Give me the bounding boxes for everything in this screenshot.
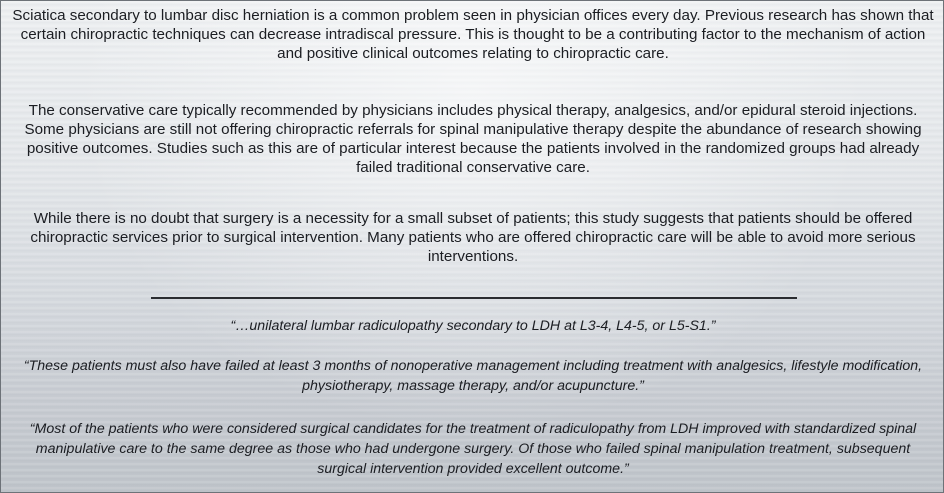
divider-line — [151, 297, 797, 299]
quote-outcome: “Most of the patients who were considered surgical candidates for the treatment of radiculopathy from LDH improved with standardized spinal manipulative care to the same degree as those who had undergone surgery. Of those who failed spinal manipulation treatment, subsequent surgical intervention provided excellent outcome.” — [29, 421, 917, 477]
body-paragraph-sciatica: Sciatica secondary to lumbar disc herniation is a common problem seen in physician offices every day. Previous research has shown that certain chiropractic techniques can decrease intradiscal pressure. This is thought to be a contributing factor to the mechanism of action and positive clinical outcomes relating to chiropractic care. — [12, 7, 934, 62]
body-paragraph-surgery: While there is no doubt that surgery is a necessity for a small subset of patients; this study suggests that patients should be offered chiropractic services prior to surgical intervention. Many patients who are offered chiropractic care will be able to avoid more serious interventions. — [30, 210, 916, 265]
body-paragraph-conservative-care: The conservative care typically recommended by physicians includes physical therapy, analgesics, and/or epidural steroid injections. Some physicians are still not offering chiropractic referrals for spinal manipulative therapy despite the abundance of research showing positive outcomes. Studies such as this are of particular interest because the patients involved in the randomized groups had already failed traditional conservative care. — [24, 102, 922, 176]
quote-inclusion-criteria: “…unilateral lumbar radiculopathy secondary to LDH at L3-4, L4-5, or L5-S1.” — [230, 318, 716, 334]
quote-failed-nonoperative: “These patients must also have failed at least 3 months of nonoperative management including treatment with analgesics, lifestyle modification, physiotherapy, massage therapy, and/or acupuncture.” — [23, 358, 923, 394]
